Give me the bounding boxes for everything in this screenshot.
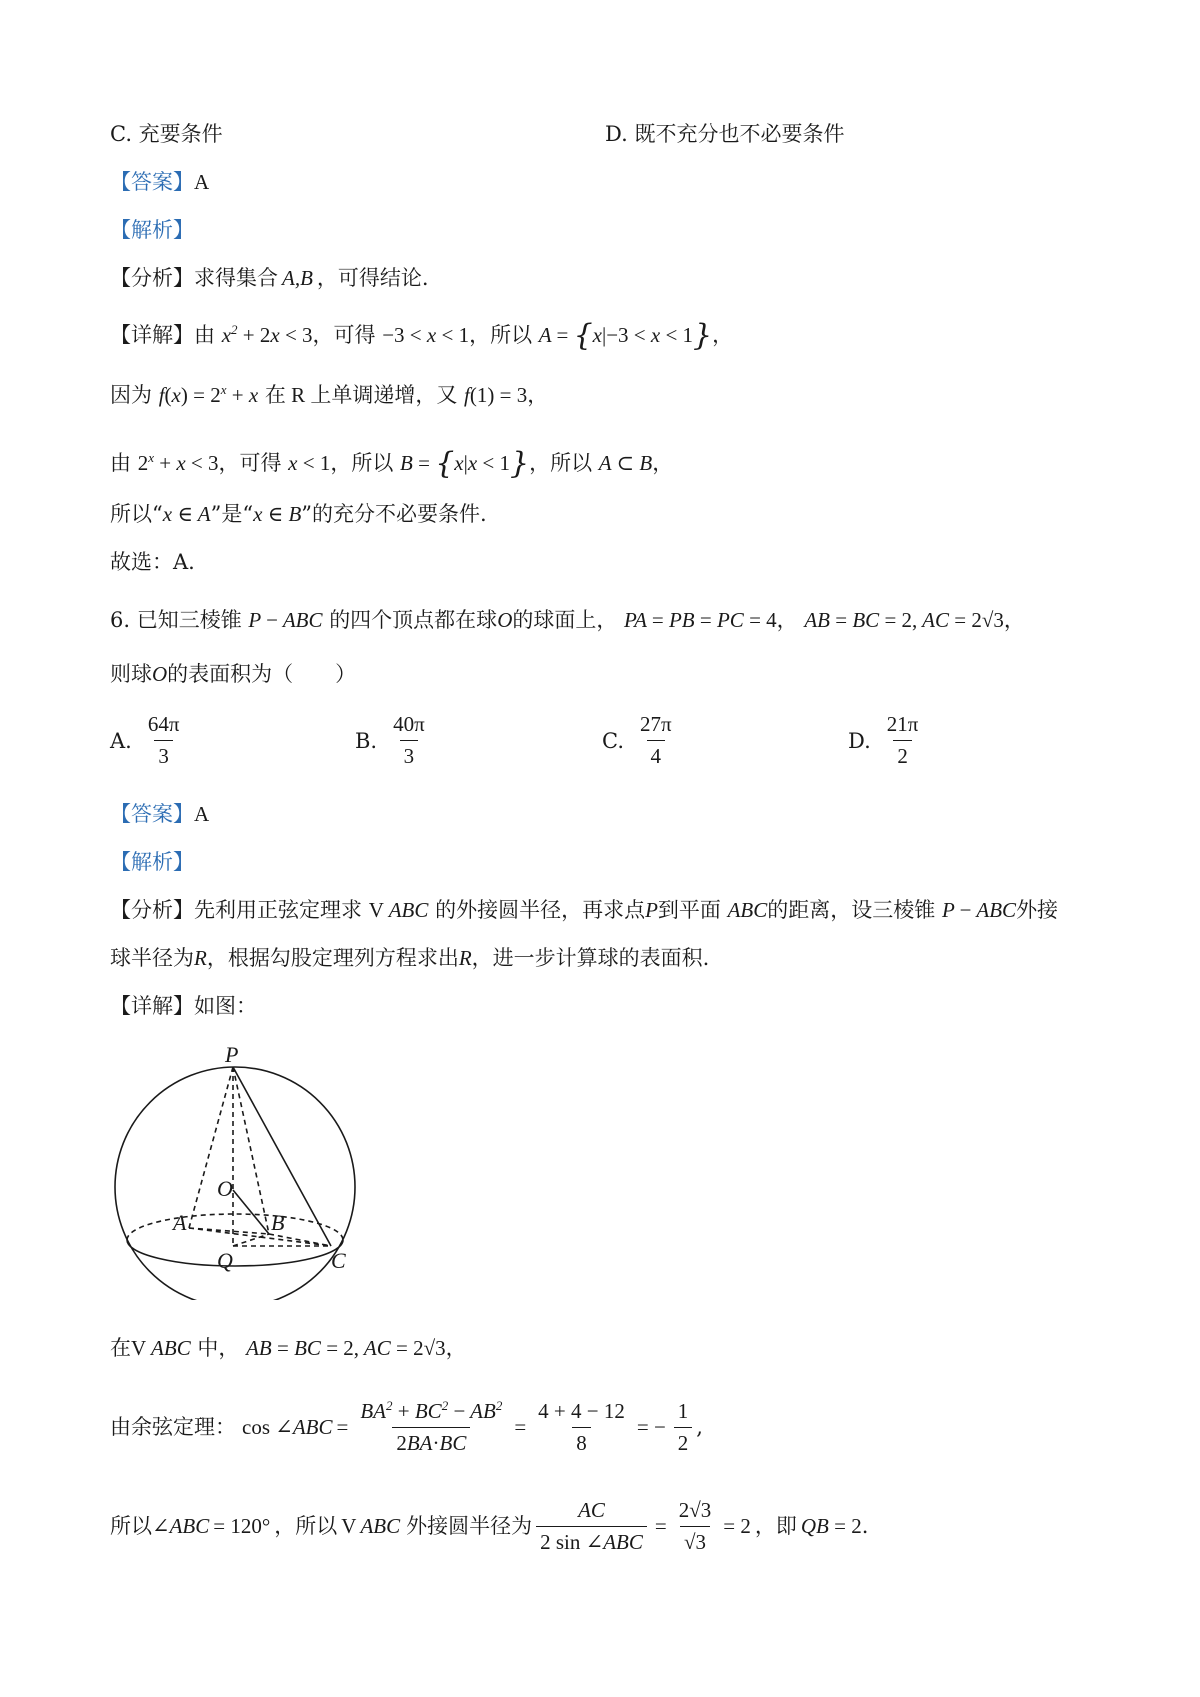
q6-option-d xyxy=(848,712,926,769)
option-fraction xyxy=(389,712,429,769)
formula-set-b: B = {x|x < 1} xyxy=(400,446,530,481)
formula: $x^2 + 2x < 3$ xyxy=(221,322,313,347)
text: 则球 xyxy=(110,662,152,686)
segment-qb xyxy=(233,1234,269,1246)
text: ，所以 xyxy=(330,451,394,475)
denominator: 4 xyxy=(647,740,666,769)
derive-line3-q6: 所以 ∠ ABC = 120° ，所以 V ABC 外接圆半径为 $\frac{AC}{\text{2 sin ∠ABC}}$ = $\frac{2√3}{√3}$ = 2 ，即 QB = 2 . xyxy=(110,1498,869,1555)
fenxi-sets: A,B xyxy=(282,266,313,290)
text: 中， xyxy=(197,1336,240,1360)
label-a: A xyxy=(173,1210,187,1235)
fenxi-line-q5 xyxy=(110,266,429,291)
option-label: A. xyxy=(110,728,132,753)
formula: ABC xyxy=(727,898,768,922)
formula: O xyxy=(152,662,168,686)
text: 的表面积为（ ） xyxy=(167,662,357,686)
text: 上单调递增，又 xyxy=(310,383,458,407)
formula: x < 1 xyxy=(288,451,331,475)
text: ，所以 xyxy=(469,323,533,347)
text: 外接 xyxy=(1016,898,1059,922)
text: ，根据勾股定理列方程求出 xyxy=(206,946,459,970)
formula-set-a: A = {x|−3 < x < 1} xyxy=(538,318,713,353)
text: ，可得 xyxy=(312,323,376,347)
formula: PA = PB = PC = 4 xyxy=(624,608,777,632)
edge-pb xyxy=(233,1067,269,1234)
formula: R xyxy=(458,946,472,970)
analysis-tag-text: 【解析】 xyxy=(110,218,194,242)
option-c-text: C. 充要条件 xyxy=(110,122,223,146)
label-o: O xyxy=(217,1176,233,1201)
label-q: Q xyxy=(217,1248,233,1273)
q6-option-c xyxy=(602,712,680,769)
edge-pa xyxy=(189,1067,233,1228)
half-fraction: $\frac{1}{2}$ xyxy=(674,1399,693,1456)
text: 的四个顶点都在球 xyxy=(329,608,498,632)
text: 外接圆半径为 xyxy=(406,1514,533,1539)
formula: x ∈ A xyxy=(162,502,211,526)
text: 的距离，设三棱锥 xyxy=(767,898,936,922)
text: 由余弦定理： xyxy=(110,1414,236,1439)
radius-fraction: $\frac{AC}{\text{2 sin ∠ABC}}$ xyxy=(536,1498,647,1555)
formula: P xyxy=(645,898,658,922)
denominator: 3 xyxy=(154,740,173,769)
option-label: D. xyxy=(848,728,871,753)
answer-line-q6 xyxy=(110,802,209,827)
analysis-tag-text: 【解析】 xyxy=(110,850,194,874)
xiangjie-line-q6 xyxy=(110,994,257,1019)
sphere-tetrahedron-figure xyxy=(105,1030,365,1300)
equator-front xyxy=(127,1240,343,1266)
denominator: 2 xyxy=(893,740,912,769)
text: 的球面上， xyxy=(512,608,618,632)
text: 到平面 xyxy=(657,898,721,922)
analysis-tag-q6 xyxy=(110,850,194,875)
text: ”的充分不必要条件. xyxy=(301,502,487,526)
formula: O xyxy=(497,608,513,632)
fenxi-text: 求得集合 xyxy=(194,266,278,290)
derive-line1-q6: 在V ABC 中， AB = BC = 2, AC = 2√3， xyxy=(110,1336,467,1360)
option-fraction xyxy=(883,712,923,769)
text: 故选：A. xyxy=(110,550,195,574)
option-d xyxy=(605,122,844,147)
formula: f(1) = 3 xyxy=(464,383,528,407)
option-fraction xyxy=(144,712,184,769)
q6-option-b xyxy=(355,712,433,769)
text: ，可得 xyxy=(218,451,282,475)
numerator: 64π xyxy=(147,712,180,736)
q6-stem-line2 xyxy=(110,662,356,687)
xiangjie-tag: 【详解】 xyxy=(110,994,194,1018)
q6-stem-line1: 6. 已知三棱锥 P − ABC 的四个顶点都在球O的球面上， PA = PB = PC = 4， AB = BC = 2, AC = 2√3， xyxy=(110,608,1025,632)
text: 所以“ xyxy=(110,502,163,526)
xiangjie-line2-q5: 因为 $f(x) = 2^x + x$ 在 R 上单调递增，又 f(1) = 3， xyxy=(110,382,549,407)
option-label: B. xyxy=(355,728,378,753)
cosine-fraction: $\frac{BA^2 + BC^2 - AB^2}{2BA\cdot BC}$ xyxy=(360,1398,503,1456)
formula: $f(x) = 2^x + x$ xyxy=(158,382,259,407)
answer-tag: 【答案】 xyxy=(110,170,194,194)
text: 因为 xyxy=(110,383,152,407)
text: 在 xyxy=(264,383,286,407)
radius-value-fraction: $\frac{2√3}{√3}$ xyxy=(678,1498,712,1555)
formula: 2$^x$ + x < 3 xyxy=(137,450,219,475)
text: ”是“ xyxy=(210,502,254,526)
text: ，即 xyxy=(754,1514,797,1539)
formula: V ABC xyxy=(368,898,429,922)
text: 由 xyxy=(194,323,215,347)
formula: −3 < x < 1 xyxy=(382,323,470,347)
formula: x ∈ B xyxy=(253,502,302,526)
formula: AB = BC = 2, AC = 2√3 xyxy=(246,1336,446,1360)
option-label: C. xyxy=(602,728,624,753)
label-c: C xyxy=(331,1248,346,1273)
formula: R xyxy=(194,946,207,970)
equator-back xyxy=(127,1214,343,1240)
analysis-tag-q5 xyxy=(110,218,194,243)
xiangjie-line3-q5: 由 2$^x$ + x < 3，可得 x < 1，所以 B = {x|x < 1}，所以 A ⊂ B， xyxy=(110,446,674,481)
option-c xyxy=(110,122,223,147)
text: 6. 已知三棱锥 xyxy=(110,608,242,632)
cosine-value-fraction: $\frac{4 + 4 - 12}{8}$ xyxy=(538,1398,625,1455)
fenxi-line1-q6 xyxy=(110,898,1058,923)
fenxi-tag: 【分析】 xyxy=(110,266,194,290)
text: 如图： xyxy=(194,994,257,1018)
text: 先利用正弦定理求 xyxy=(194,898,362,922)
option-fraction xyxy=(636,712,676,769)
xiangjie-line4-q5 xyxy=(110,502,487,527)
label-p: P xyxy=(225,1042,239,1067)
answer-line-q5 xyxy=(110,170,209,195)
derive-line2-q6: 由余弦定理： cos ∠ ABC = $\frac{BA^2 + BC^2 - AB^2}{2BA\cdot BC}$ = $\frac{4 + 4 - 12}{8}$ = − $\frac{1}{2}$ , xyxy=(110,1398,703,1456)
option-d-text: D. 既不充分也不必要条件 xyxy=(605,122,845,146)
numerator: 21π xyxy=(886,712,919,736)
text: ，所以 xyxy=(274,1514,338,1539)
formula: P − ABC xyxy=(248,608,323,632)
xiangjie-tag: 【详解】 xyxy=(110,323,194,347)
formula: A ⊂ B xyxy=(598,451,653,475)
text: ，所以 xyxy=(529,451,593,475)
q6-option-a xyxy=(110,712,187,769)
text: 球半径为 xyxy=(110,946,194,970)
text: 由 xyxy=(110,451,131,475)
fenxi-line2-q6 xyxy=(110,946,709,971)
text: 在 xyxy=(110,1336,131,1360)
fenxi-text-end: ，可得结论. xyxy=(316,266,429,290)
answer-value: A xyxy=(194,170,210,194)
formula: P − ABC xyxy=(941,898,1017,922)
answer-tag: 【答案】 xyxy=(110,802,194,826)
text: 的外接圆半径，再求点 xyxy=(435,898,646,922)
label-b: B xyxy=(271,1210,285,1235)
formula: AB = BC = 2, AC = 2√3 xyxy=(804,608,1004,632)
answer-value: A xyxy=(194,802,210,826)
text: 所以 xyxy=(110,1514,152,1539)
numerator: 27π xyxy=(640,712,672,736)
sphere-outline xyxy=(115,1067,355,1300)
guxuan-line-q5 xyxy=(110,550,195,575)
text: ，进一步计算球的表面积. xyxy=(471,946,710,970)
numerator: 40π xyxy=(393,712,425,736)
formula: V ABC xyxy=(131,1336,191,1360)
fenxi-tag: 【分析】 xyxy=(110,898,194,922)
xiangjie-line1-q5: 【详解】由 $x^2 + 2x < 3$，可得 −3 < x < 1，所以 A = {x|−3 < x < 1}， xyxy=(110,318,734,353)
denominator: 3 xyxy=(400,740,419,769)
